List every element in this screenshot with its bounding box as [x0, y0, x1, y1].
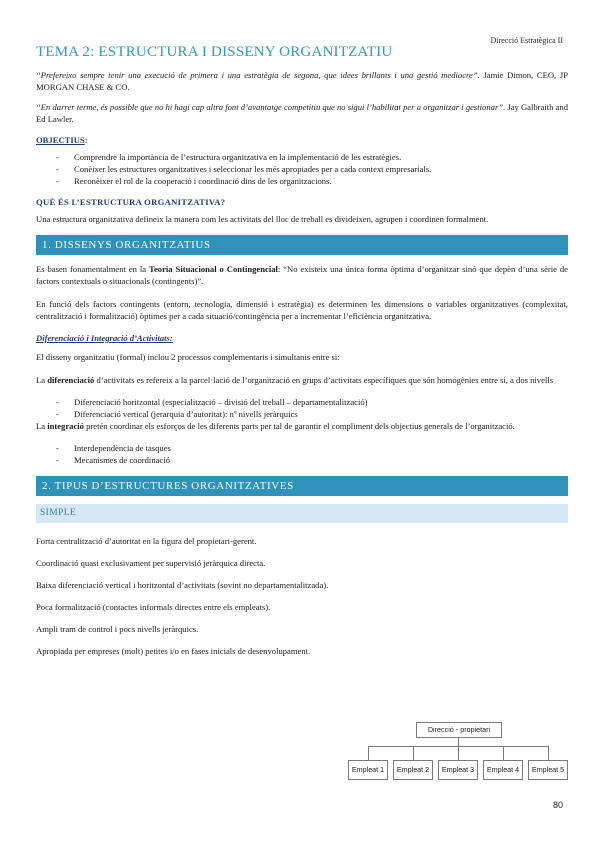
org-chart-connector — [413, 746, 414, 760]
org-chart-connector — [368, 746, 369, 760]
simple-p3: Baixa diferenciació vertical i horitzontal d’activitats (sovint no departamentalitzada). — [36, 580, 329, 590]
simple-p5: Ampli tram de control i pocs nivells jeràrquics. — [36, 624, 199, 634]
section-2-band: 2. TIPUS D’ESTRUCTURES ORGANITZATIVES — [36, 476, 568, 496]
org-chart-employee-box: Empleat 5 — [528, 760, 568, 780]
what-is-heading: QUÈ ÉS L’ESTRUCTURA ORGANITZATIVA? — [36, 197, 226, 207]
simple-p4: Poca formalització (contactes informals directes entre els empleats). — [36, 602, 271, 612]
section-1-p1 — [36, 263, 568, 287]
objectives-heading — [36, 135, 568, 145]
list-item: - Mecanismes de coordinació — [36, 454, 568, 466]
quote-1 — [36, 69, 568, 93]
text-run: d’activitats es refereix a la parcel·lació de l’organització en grups d’activitats específiques que són homogènies entre si, a dos nivells — [94, 375, 554, 385]
section-1-p5 — [36, 420, 568, 432]
list-item: - Reconèixer el rol de la cooperació i coordinació dins de les organitzacions. — [36, 175, 568, 187]
integration-list — [36, 442, 568, 466]
org-chart-connector — [458, 737, 459, 746]
quote-text: “En darrer terme, és possible que no hi hagi cap altra font d’avantatge competitiu que no sigui l’habilitat per a organitzar i gestionar”. — [36, 102, 506, 112]
bold-run: integració — [47, 421, 84, 431]
list-item: - Conèixer les estructures organitzatives i seleccionar les més apropiades per a cada context empresarials. — [36, 163, 568, 175]
simple-subheading: SIMPLE — [36, 504, 568, 523]
list-item: - Interdependència de tasques — [36, 442, 568, 454]
page-title: TEMA 2: ESTRUCTURA I DISSENY ORGANITZATIU — [36, 44, 393, 60]
page-number: 80 — [552, 800, 563, 810]
text-run: pretén coordinar els esforços de les diferents parts per tal de garantir el compliment dels objectius generals de l’organització. — [83, 421, 515, 431]
simple-p2: Coordinació quasi exclusivament per supervisió jeràrquica directa. — [36, 558, 266, 568]
objectives-list — [36, 151, 568, 187]
text-run: Es basen fonamentalment en la — [36, 264, 150, 274]
org-chart-connector — [548, 746, 549, 760]
bold-run: Teoria Situacional o Contingencial — [149, 264, 278, 274]
simple-p1: Forta centralització d’autoritat en la figura del propietari-gerent. — [36, 536, 257, 546]
running-header: Direcció Estratègica II — [490, 36, 563, 45]
org-chart — [348, 722, 566, 782]
page-content — [36, 44, 568, 667]
objectives-heading-text: OBJECTIUS — [36, 135, 85, 145]
bold-run: diferenciació — [47, 375, 95, 385]
text-run: La — [36, 375, 48, 385]
list-item: - Comprendre la importància de l’estructura organitzativa en la implementació de les estratègies. — [36, 151, 568, 163]
differentiation-heading: Diferenciació i Integració d’Activitats: — [36, 333, 173, 343]
section-1-p4 — [36, 374, 568, 386]
list-item: - Diferenciació horitzontal (especialització – divisió del treball – departamentalització) — [36, 396, 568, 408]
org-chart-employee-box: Empleat 2 — [393, 760, 433, 780]
quote-2 — [36, 101, 568, 125]
list-item: - Diferenciació vertical (jerarquia d’autoritat): nº nivells jeràrquics — [36, 408, 568, 420]
quote-author: Jay Galbraith and Ed Lawler. — [36, 102, 568, 124]
text-run: La — [36, 421, 48, 431]
objectives-heading-colon: : — [84, 135, 88, 145]
org-chart-employee-box: Empleat 4 — [483, 760, 523, 780]
text-run: : “No existeix una única forma òptima d’organitzar sinó que depèn d’una sèrie de factors contextuals o situacionals (contingents)”. — [36, 264, 568, 286]
simple-p6: Apropiada per empreses (molt) petites i/o en fases inicials de desenvolupament. — [36, 646, 311, 656]
differentiation-list — [36, 396, 568, 420]
section-1-band: 1. DISSENYS ORGANITZATIUS — [36, 235, 568, 255]
what-is-text: Una estructura organitzativa defineix la manera com les activitats del lloc de treball es divideixen, agrupen i coordinen formalment. — [36, 214, 489, 224]
org-chart-employee-box: Empleat 3 — [438, 760, 478, 780]
org-chart-connector — [503, 746, 504, 760]
quote-text: “Prefereixo sempre tenir una execució de primera i una estratègia de segona, que idees brillants i una gestió mediocre”. — [36, 70, 480, 80]
section-1-p3: El disseny organitzatiu (formal) inclou 2 processos complementaris i simultanis entre si: — [36, 352, 340, 362]
quote-author: Jamie Dimon, CEO, JP MORGAN CHASE & CO. — [36, 70, 568, 92]
org-chart-employee-box: Empleat 1 — [348, 760, 388, 780]
section-1-p2: En funció dels factors contingents (entorn, tecnologia, dimensió i estratègia) es determinen les dimensions o variables organitzatives (complexitat, centralització i formalització) òptimes per a cada situació/contingència per a incrementar l’eficiència organitzativa. — [36, 299, 568, 321]
org-chart-connector — [458, 746, 459, 760]
org-chart-top-box: Direcció - propietari — [416, 722, 502, 738]
